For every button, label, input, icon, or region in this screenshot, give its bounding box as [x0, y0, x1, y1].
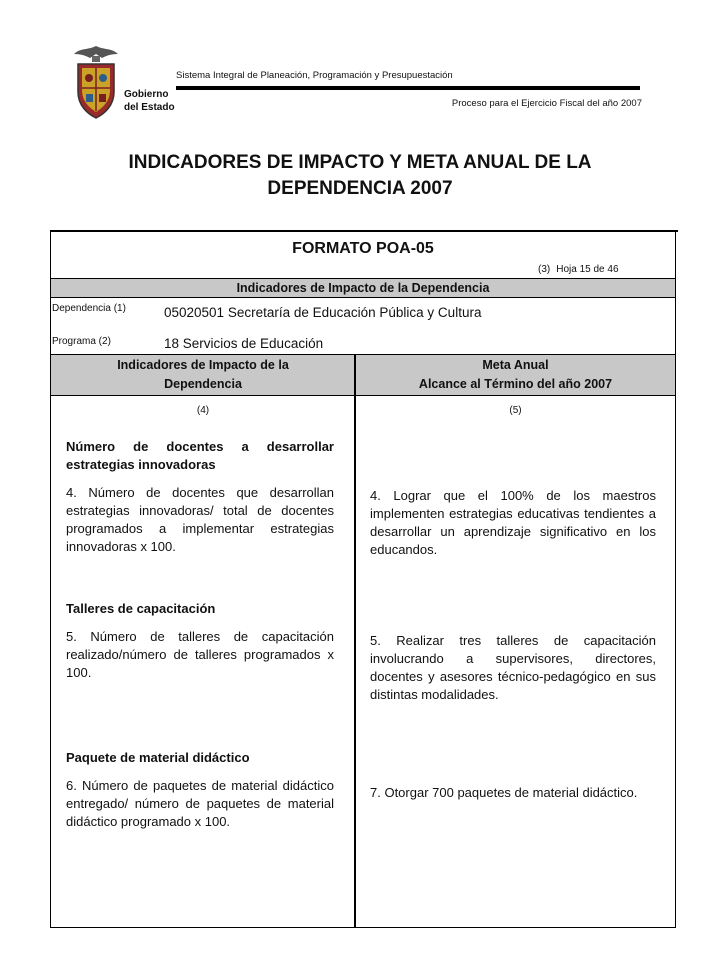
sheet-number — [538, 264, 625, 275]
section-band: Indicadores de Impacto de la Dependencia — [51, 278, 675, 298]
process-label: Proceso para el Ejercicio Fiscal del año 2007 — [451, 98, 642, 109]
row-3-meta: 7. Otorgar 700 paquetes de material didáctico. — [370, 785, 638, 800]
gov-line-1: Gobierno — [124, 89, 169, 100]
row-3-indicator: 6. Número de paquetes de material didáctico entregado/ número de paquetes de material didáctico programado x 100. — [66, 778, 334, 829]
row-2-indicator: 5. Número de talleres de capacitación realizado/número de talleres programados x 100. — [66, 629, 334, 680]
gov-line-2: del Estado — [124, 102, 175, 113]
sheet-page: Hoja 15 de 46 — [556, 264, 619, 275]
sheet-ref: (3) — [538, 264, 551, 275]
column-header-indicators-line-1: Indicadores de Impacto de la — [117, 358, 289, 372]
dependencia-label: Dependencia (1) — [52, 303, 126, 314]
row-1-indicator: 4. Número de docentes que desarrollan estrategias innovadoras/ total de docentes programados a implementar estrategias innovadoras x 100. — [66, 485, 334, 554]
page-title-line-1: INDICADORES DE IMPACTO Y META ANUAL DE LA — [128, 152, 592, 173]
column-number-right: (5) — [509, 405, 522, 416]
dependencia-value: 05020501 Secretaría de Educación Pública y Cultura — [164, 305, 482, 320]
column-header-indicators — [51, 354, 355, 396]
row-3-heading: Paquete de material didáctico — [66, 750, 250, 765]
form-code: FORMATO POA-05 — [292, 240, 434, 257]
page-title-line-2: DEPENDENCIA 2007 — [267, 178, 453, 199]
row-2-heading: Talleres de capacitación — [66, 601, 216, 616]
row-1-meta: 4. Lograr que el 100% de los maestros implementen estrategias educativas tendientes a desarrollar un aprendizaje significativo en los educandos. — [370, 488, 656, 557]
row-2-meta: 5. Realizar tres talleres de capacitación involucrando a supervisores, directores, docentes y asesores técnico-pedagógico en sus distintas modalidades. — [370, 633, 656, 702]
column-header-meta-line-1: Meta Anual — [482, 358, 549, 372]
government-label — [124, 88, 175, 114]
system-name: Sistema Integral de Planeación, Programación y Presupuestación — [176, 70, 453, 81]
programa-label: Programa (2) — [52, 336, 111, 347]
programa-value: 18 Servicios de Educación — [164, 336, 324, 351]
page-title — [40, 150, 680, 202]
column-divider — [354, 354, 356, 928]
column-header-meta — [356, 354, 675, 396]
header-divider — [176, 86, 640, 90]
row-1-heading: Número de docentes a desarrollar estrategias innovadoras — [66, 439, 334, 472]
column-number-left: (4) — [196, 405, 210, 416]
column-header-meta-line-2: Alcance al Término del año 2007 — [418, 377, 613, 391]
column-header-indicators-line-2: Dependencia — [164, 377, 242, 391]
state-coat-of-arms-icon — [70, 44, 122, 120]
